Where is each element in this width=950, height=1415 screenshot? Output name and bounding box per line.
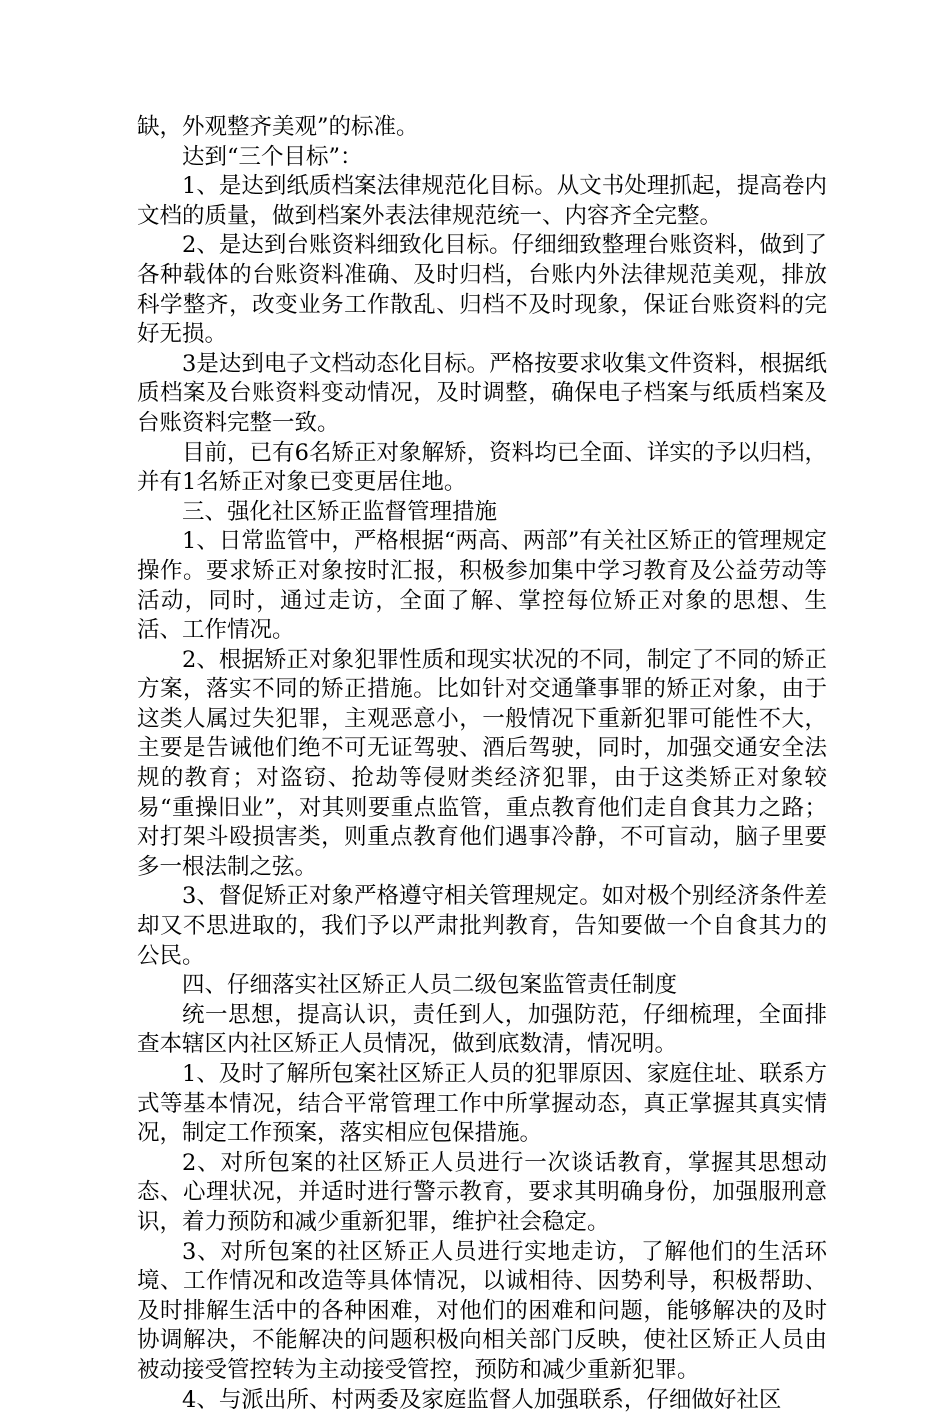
paragraph-three-goals-heading: 达到“三个目标”： xyxy=(182,143,363,170)
paragraph-responsibility-4: 4、与派出所、村两委及家庭监督人加强联系，仔细做好社区 xyxy=(182,1386,782,1413)
paragraph-measure-3: 3、督促矫正对象严格遵守相关管理规定。如对极个别经济条件差却又不思进取的，我们予以严肃批判教育，告知要做一个自食其力的公民。 xyxy=(137,883,827,969)
paragraph-responsibility-1: 1、及时了解所包案社区矫正人员的犯罪原因、家庭住址、联系方式等基本情况，结合平常管理工作中所掌握动态，真正掌握其真实情况，制定工作预案，落实相应包保措施。 xyxy=(137,1061,827,1147)
paragraph-measure-2: 2、根据矫正对象犯罪性质和现实状况的不同，制定了不同的矫正方案，落实不同的矫正措施。比如针对交通肇事罪的矫正对象，由于这类人属过失犯罪，主观恶意小，一般情况下重新犯罪可能性不大，主要是告诫他们绝不可无证驾驶、酒后驾驶，同时，加强交通安全法规的教育；对盗窃、抢劫等侵财类经济犯罪，由于这类矫正对象较易“重操旧业”，对其则要重点监管，重点教育他们走自食其力之路；对打架斗殴损害类，则重点教育他们遇事冷静，不可盲动，脑子里要多一根法制之弦。 xyxy=(137,646,827,880)
paragraph-continuation: 缺，外观整齐美观”的标准。 xyxy=(137,114,419,140)
section-heading-4: 四、仔细落实社区矫正人员二级包案监管责任制度 xyxy=(182,972,678,999)
paragraph-measure-1: 1、日常监管中，严格根据“两高、两部”有关社区矫正的管理规定操作。要求矫正对象按时汇报，积极参加集中学习教育及公益劳动等活动，同时，通过走访，全面了解、掌控每位矫正对象的思想、生活、工作情况。 xyxy=(137,528,827,644)
document-page xyxy=(137,113,827,1415)
paragraph-goal-1: 1、是达到纸质档案法律规范化目标。从文书处理抓起，提高卷内文档的质量，做到档案外表法律规范统一、内容齐全完整。 xyxy=(137,173,827,229)
paragraph-responsibility-2: 2、对所包案的社区矫正人员进行一次谈话教育，掌握其思想动态、心理状况，并适时进行警示教育，要求其明确身份，加强服刑意识，着力预防和减少重新犯罪，维护社会稳定。 xyxy=(137,1149,827,1235)
paragraph-section-4-intro: 统一思想，提高认识，责任到人，加强防范，仔细梳理，全面排查本辖区内社区矫正人员情况，做到底数清，情况明。 xyxy=(137,1001,827,1058)
section-heading-3: 三、强化社区矫正监督管理措施 xyxy=(182,498,498,525)
paragraph-responsibility-3: 3、对所包案的社区矫正人员进行实地走访，了解他们的生活环境、工作情况和改造等具体情况，以诚相待、因势利导，积极帮助、及时排解生活中的各种困难，对他们的困难和问题，能够解决的及时协调解决，不能解决的问题积极向相关部门反映，使社区矫正人员由被动接受管控转为主动接受管控，预防和减少重新犯罪。 xyxy=(137,1238,827,1383)
paragraph-goal-2: 2、是达到台账资料细致化目标。仔细细致整理台账资料，做到了各种载体的台账资料准确、及时归档，台账内外法律规范美观，排放科学整齐，改变业务工作散乱、归档不及时现象，保证台账资料的完好无损。 xyxy=(137,232,827,348)
paragraph-current-status: 目前，已有6名矫正对象解矫，资料均已全面、详实的予以归档，并有1名矫正对象已变更居住地。 xyxy=(137,439,827,496)
paragraph-goal-3: 3是达到电子文档动态化目标。严格按要求收集文件资料，根据纸质档案及台账资料变动情况，及时调整，确保电子档案与纸质档案及台账资料完整一致。 xyxy=(137,350,827,436)
